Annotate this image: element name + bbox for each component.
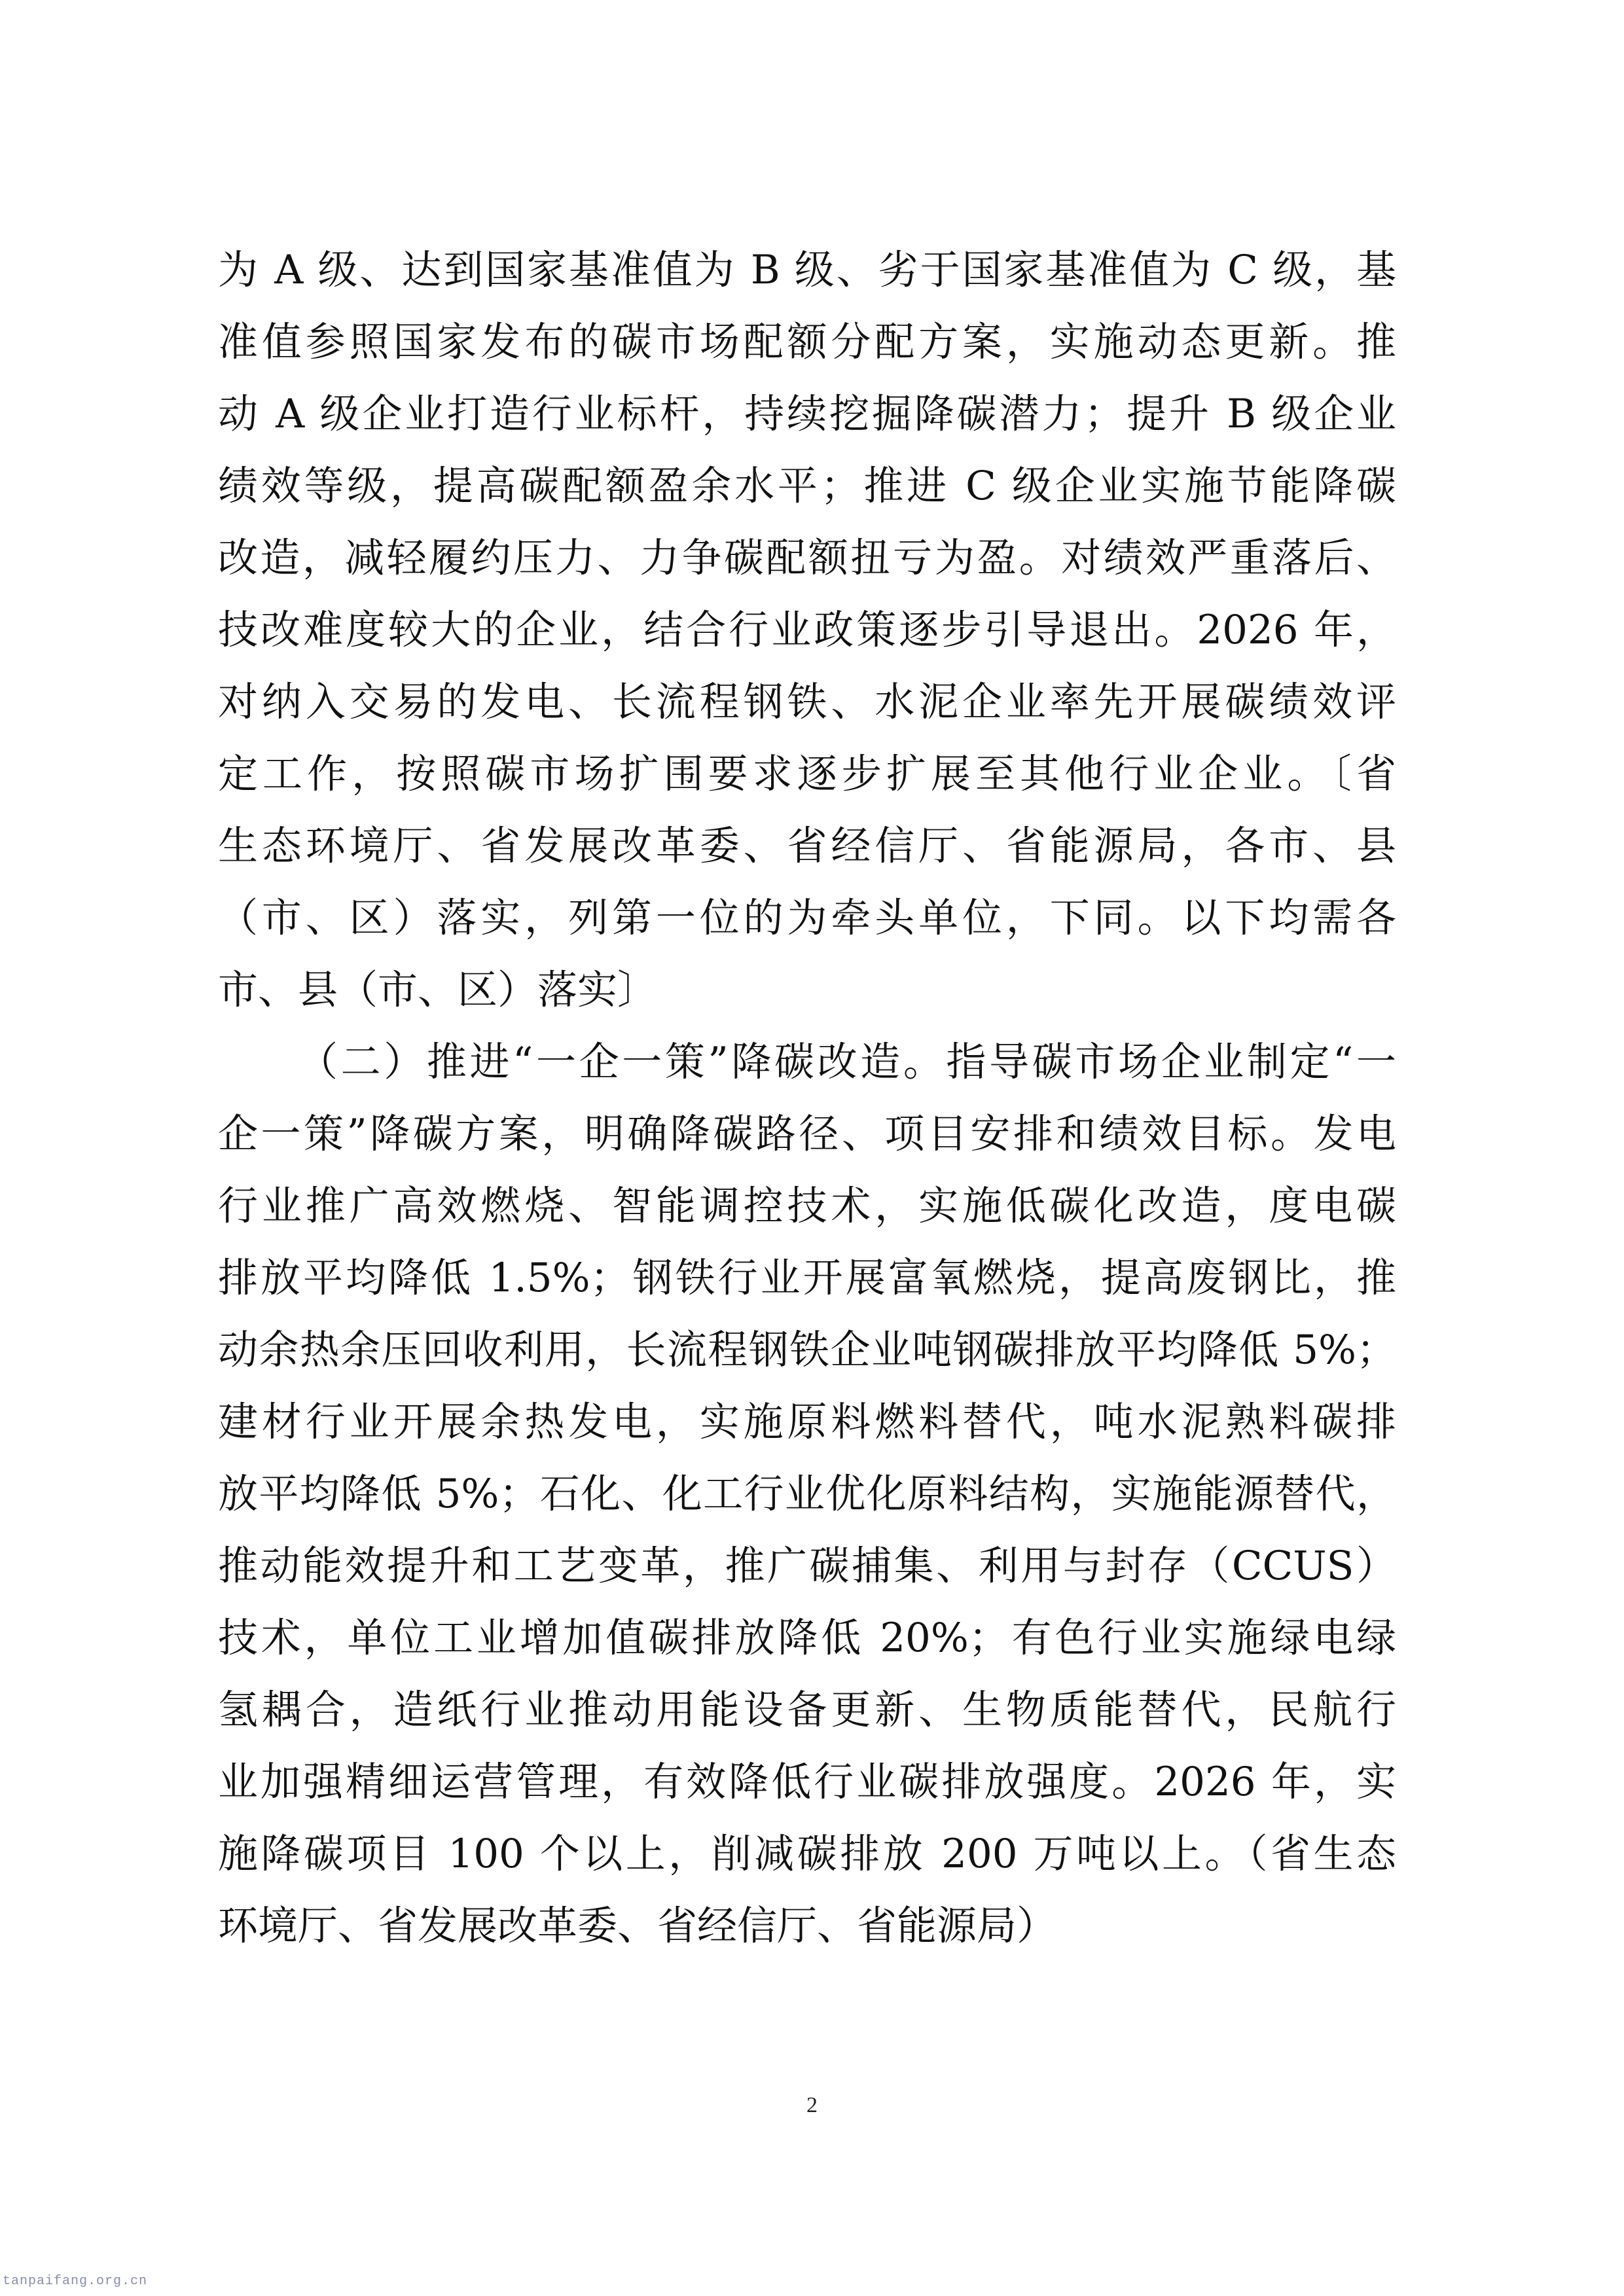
text-line: 放平均降低 5%；石化、化工行业优化原料结构，实施能源替代， (218, 1471, 1396, 1517)
text-line: 动 A 级企业打造行业标杆，持续挖掘降碳潜力；提升 B 级企业 (218, 391, 1396, 437)
text-line: 技改难度较大的企业，结合行业政策逐步引导退出。2026 年， (218, 607, 1396, 653)
text-line: 改造，减轻履约压力、力争碳配额扭亏为盈。对绩效严重落后、 (218, 535, 1396, 581)
watermark-text: tanpaifang.org.cn (3, 2274, 148, 2289)
document-body (218, 234, 1396, 1962)
paragraph-1 (218, 234, 1396, 1026)
text-line: 市、县（市、区）落实〕 (218, 967, 658, 1013)
text-line: 准值参照国家发布的碳市场配额分配方案，实施动态更新。推 (218, 319, 1396, 365)
text-line: 动余热余压回收利用，长流程钢铁企业吨钢碳排放平均降低 5%； (218, 1327, 1396, 1373)
text-line: 建材行业开展余热发电，实施原料燃料替代，吨水泥熟料碳排 (218, 1399, 1396, 1445)
text-line: 施降碳项目 100 个以上，削减碳排放 200 万吨以上。（省生态 (218, 1831, 1396, 1877)
text-line: 绩效等级，提高碳配额盈余水平；推进 C 级企业实施节能降碳 (218, 463, 1396, 509)
text-line: 定工作，按照碳市场扩围要求逐步扩展至其他行业企业。〔省 (218, 751, 1396, 797)
text-line: 为 A 级、达到国家基准值为 B 级、劣于国家基准值为 C 级，基 (218, 247, 1396, 293)
text-line: （市、区）落实，列第一位的为牵头单位，下同。以下均需各 (218, 895, 1396, 941)
text-line: 生态环境厅、省发展改革委、省经信厅、省能源局，各市、县 (218, 823, 1396, 869)
text-line: 环境厅、省发展改革委、省经信厅、省能源局） (218, 1903, 1057, 1949)
text-line: 企一策”降碳方案，明确降碳路径、项目安排和绩效目标。发电 (218, 1111, 1396, 1157)
text-line: 技术，单位工业增加值碳排放降低 20%；有色行业实施绿电绿 (218, 1615, 1396, 1661)
text-line: 行业推广高效燃烧、智能调控技术，实施低碳化改造，度电碳 (218, 1183, 1396, 1229)
text-line: 业加强精细运营管理，有效降低行业碳排放强度。2026 年，实 (218, 1759, 1396, 1805)
section-heading-line: （二）推进“一企一策”降碳改造。指导碳市场企业制定“一 (298, 1039, 1396, 1085)
paragraph-2 (218, 1026, 1396, 1962)
text-line: 推动能效提升和工艺变革，推广碳捕集、利用与封存（CCUS） (218, 1543, 1396, 1589)
text-line: 对纳入交易的发电、长流程钢铁、水泥企业率先开展碳绩效评 (218, 679, 1396, 725)
text-line: 氢耦合，造纸行业推动用能设备更新、生物质能替代，民航行 (218, 1687, 1396, 1733)
page-number: 2 (806, 2093, 818, 2117)
text-line: 排放平均降低 1.5%；钢铁行业开展富氧燃烧，提高废钢比，推 (218, 1255, 1396, 1301)
